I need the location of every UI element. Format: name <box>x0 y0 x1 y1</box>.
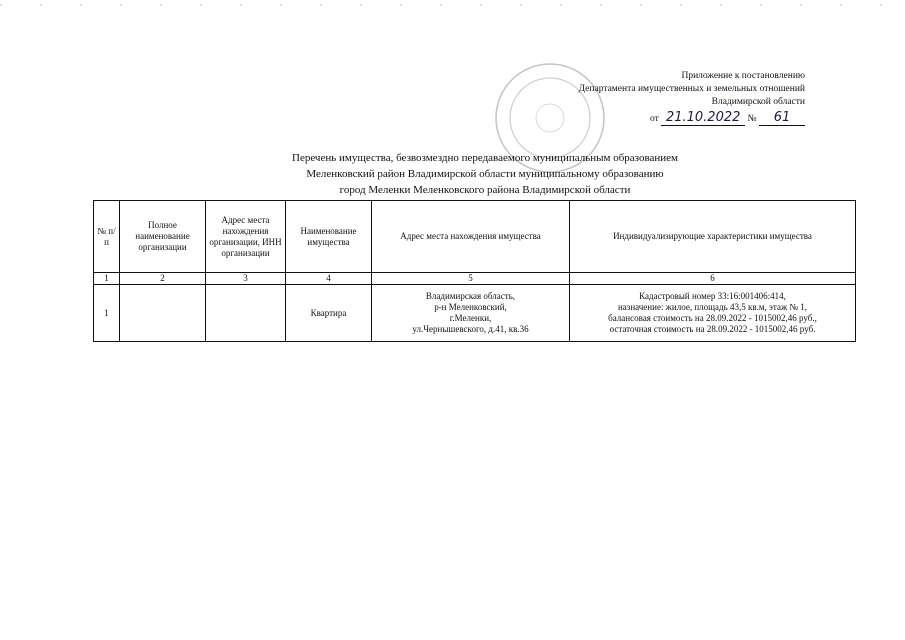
row-org-address-cell <box>206 285 286 342</box>
header-cell-org-name: Полное наименование организации <box>120 201 206 273</box>
appendix-date-line <box>515 111 805 126</box>
title-line-3: город Меленки Меленковского района Владимирской области <box>339 184 631 196</box>
characteristics-line: остаточная стоимость на 28.09.2022 - 1015002,46 руб. <box>609 324 816 334</box>
column-number: 6 <box>570 273 856 285</box>
column-number: 5 <box>372 273 570 285</box>
header-cell-org-address: Адрес места нахождения организации, ИНН организации <box>206 201 286 273</box>
row-property-name-cell: Квартира <box>286 285 372 342</box>
appendix-line-2: Департамента имущественных и земельных отношений <box>578 84 805 94</box>
address-line: ул.Чернышевского, д.41, кв.36 <box>412 324 529 334</box>
scan-artifact-line <box>0 4 905 6</box>
appendix-note <box>515 70 805 126</box>
handwritten-number: 61 <box>759 111 805 126</box>
address-line: р-н Меленковский, <box>434 302 507 312</box>
table-header-row <box>94 201 856 273</box>
row-characteristics-cell <box>570 285 856 342</box>
property-table <box>93 200 856 342</box>
header-cell-property-name: Наименование имущества <box>286 201 372 273</box>
column-numbers-row <box>94 273 856 285</box>
number-prefix: № <box>747 114 757 124</box>
row-org-name-cell <box>120 285 206 342</box>
handwritten-date: 21.10.2022 <box>661 111 745 126</box>
appendix-line-1: Приложение к постановлению <box>681 71 805 81</box>
row-property-address-cell <box>372 285 570 342</box>
characteristics-line: Кадастровый номер 33:16:001406:414, <box>639 291 786 301</box>
column-number: 3 <box>206 273 286 285</box>
column-number: 1 <box>94 273 120 285</box>
characteristics-line: балансовая стоимость на 28.09.2022 - 1015002,46 руб., <box>608 313 817 323</box>
address-line: г.Меленки, <box>449 313 492 323</box>
title-line-2: Меленковский район Владимирской области муниципальному образованию <box>306 168 664 180</box>
column-number: 4 <box>286 273 372 285</box>
appendix-line-3: Владимирской области <box>711 97 805 107</box>
title-line-1: Перечень имущества, безвозмездно передаваемого муниципальным образованием <box>292 152 678 164</box>
address-line: Владимирская область, <box>425 291 516 301</box>
column-number: 2 <box>120 273 206 285</box>
document-title <box>150 150 820 198</box>
row-num-cell: 1 <box>94 285 120 342</box>
table-row <box>94 285 856 342</box>
date-prefix: от <box>650 114 659 124</box>
header-cell-property-address: Адрес места нахождения имущества <box>372 201 570 273</box>
header-cell-characteristics: Индивидуализирующие характеристики имущества <box>570 201 856 273</box>
characteristics-line: назначение: жилое, площадь 43,5 кв.м, этаж № 1, <box>617 302 808 312</box>
header-cell-num: № п/п <box>94 201 120 273</box>
